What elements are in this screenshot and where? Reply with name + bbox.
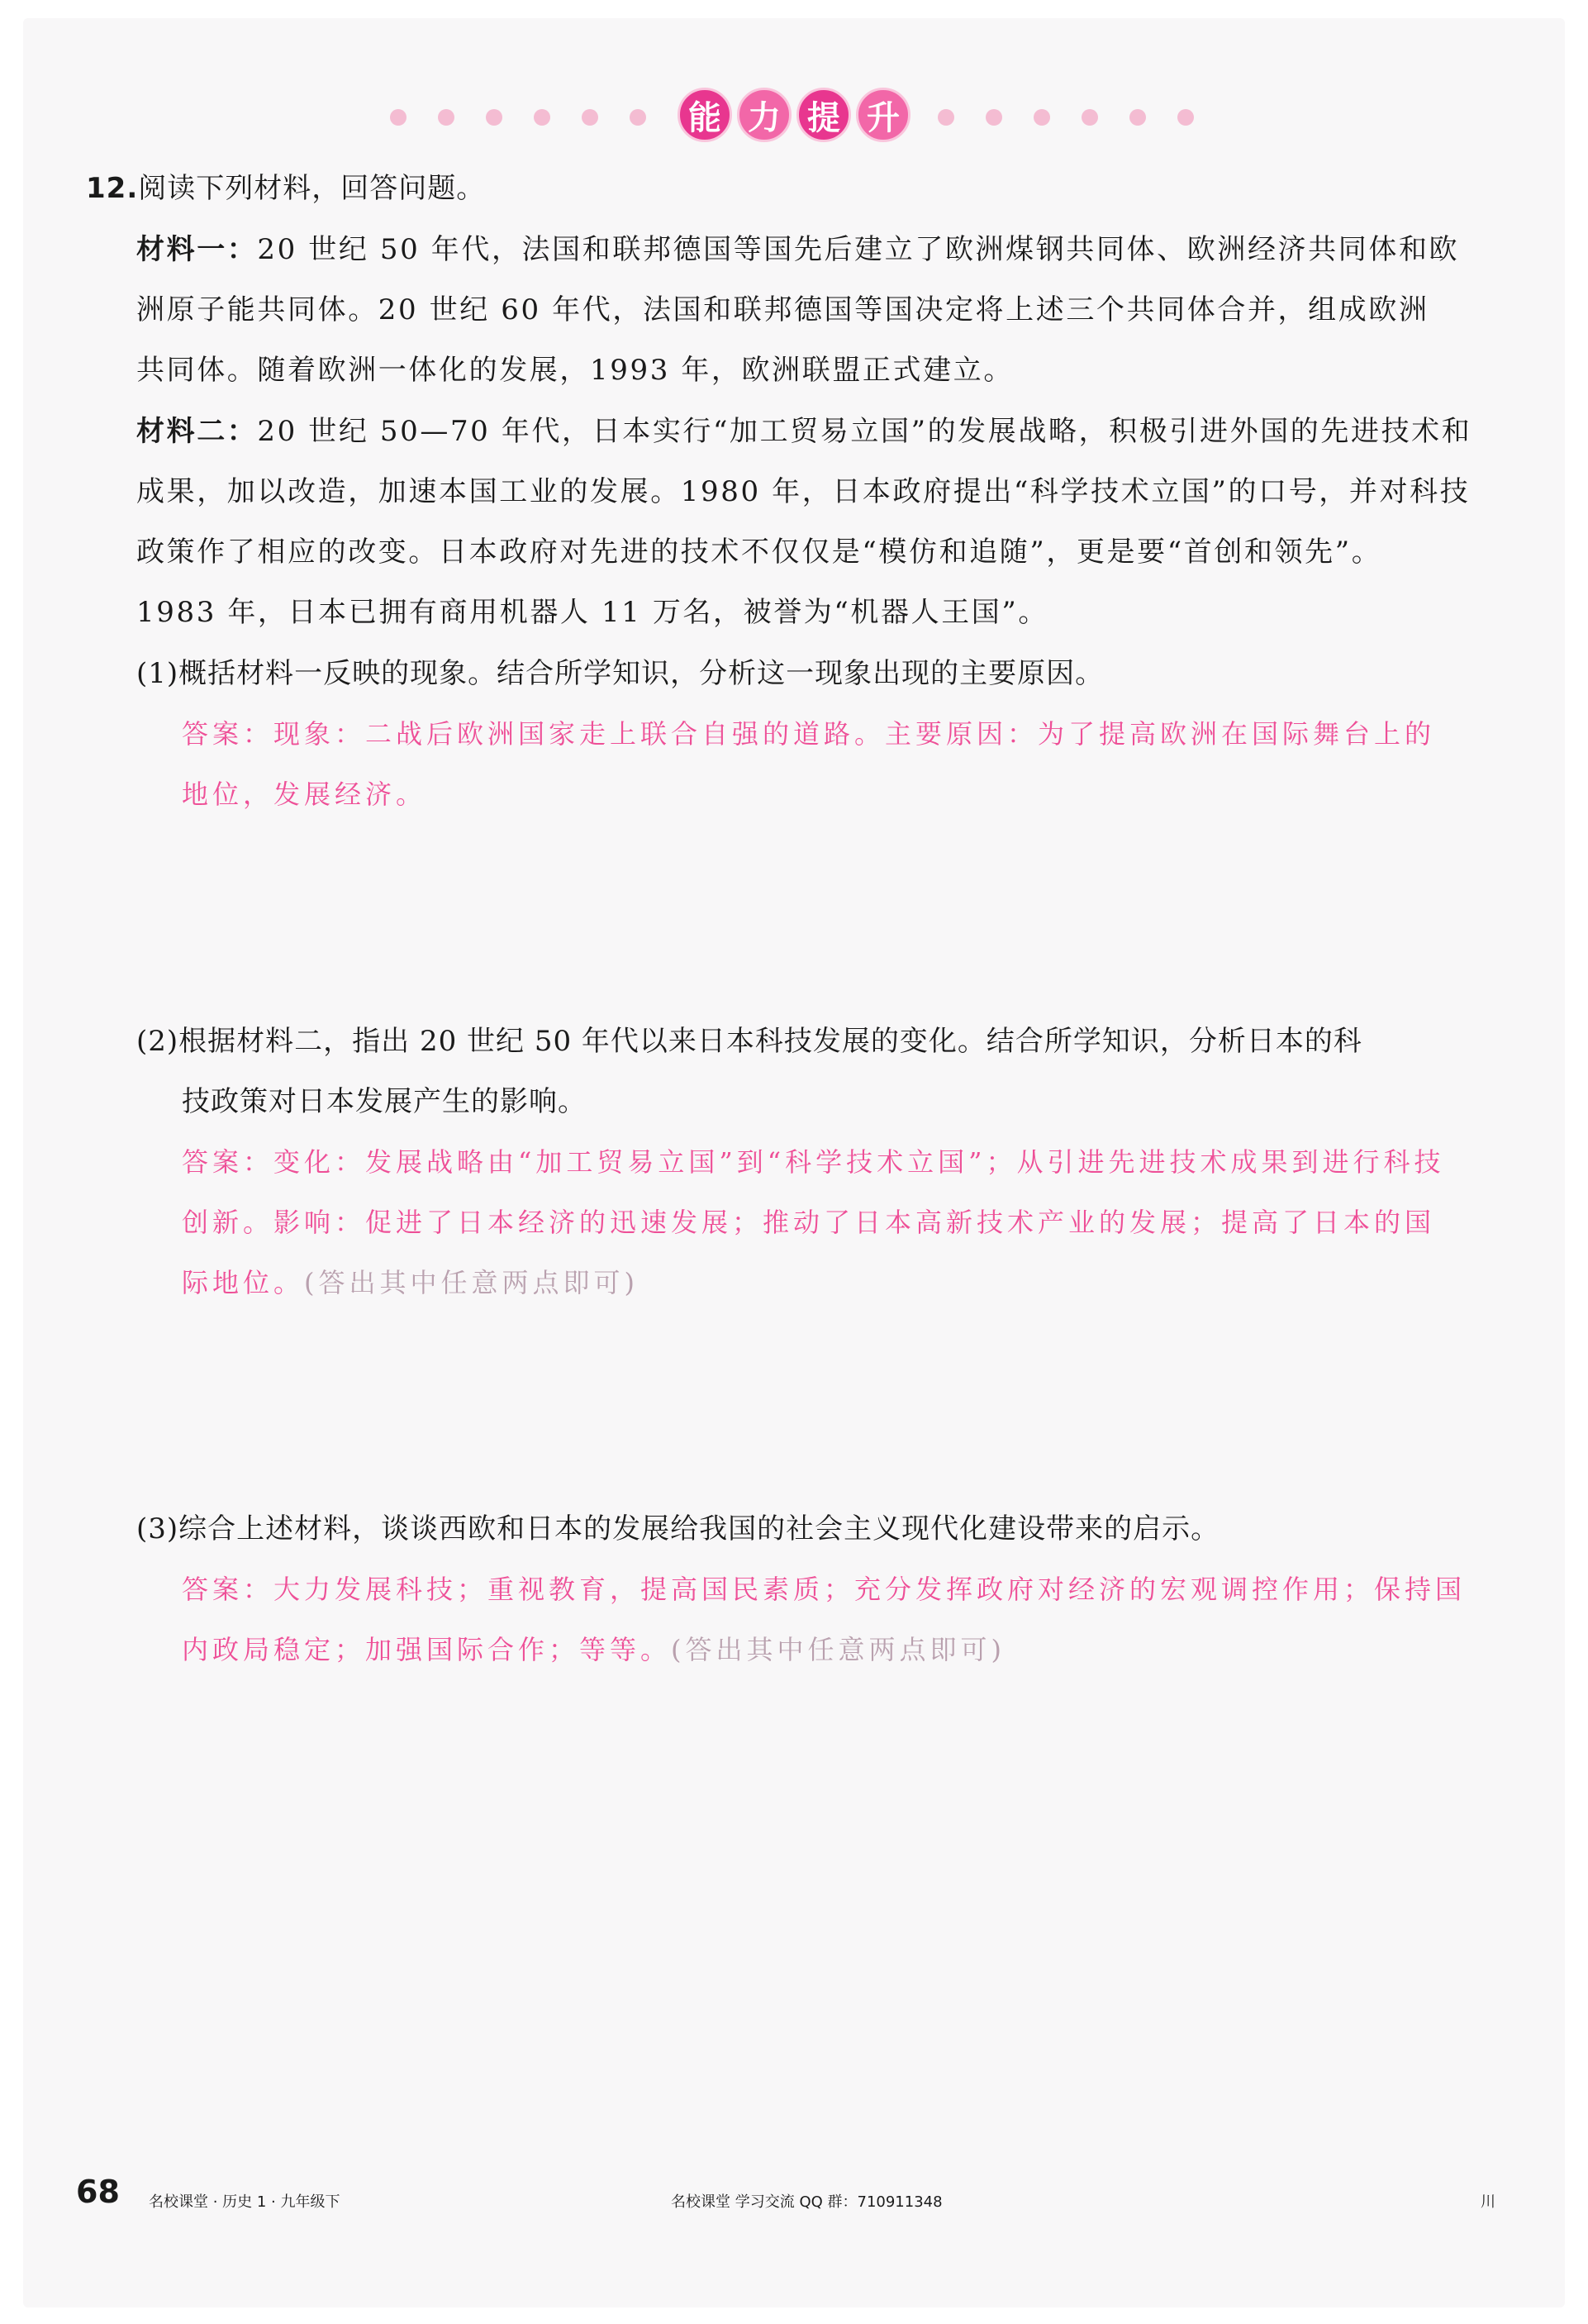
answer-2-line: 际地位。(答出其中任意两点即可) [182,1267,639,1298]
page-footer [0,2174,1588,2223]
subquestion-2: (2)根据材料二，指出 20 世纪 50 年代以来日本科技发展的变化。结合所学知识，分析日本的科 [136,1025,1362,1058]
answer-note: (答出其中任意两点即可) [304,1267,639,1298]
banner-dots-right [938,109,1194,126]
material1-label: 材料一： [136,233,258,266]
subquestion-2-cont: 技政策对日本发展产生的影响。 [182,1085,587,1118]
question-text: 阅读下列材料，回答问题。 [138,172,486,205]
subquestion-1: (1)概括材料一反映的现象。结合所学知识，分析这一现象出现的主要原因。 [136,657,1105,690]
material1-line: 共同体。随着欧洲一体化的发展，1993 年，欧洲联盟正式建立。 [136,354,1014,387]
banner-char: 能 [678,88,732,142]
answer-3-line: 内政局稳定；加强国际合作；等等。(答出其中任意两点即可) [182,1634,1006,1665]
banner-char: 力 [737,88,792,142]
material2-line: 材料二：20 世纪 50—70 年代，日本实行“加工贸易立国”的发展战略，积极引进外国的先进技术和 [136,415,1472,448]
material2-line: 政策作了相应的改变。日本政府对先进的技术不仅仅是“模仿和追随”，更是要“首创和领先”。 [136,536,1382,569]
answer-2-line: 答案：变化：发展战略由“加工贸易立国”到“科学技术立国”；从引进先进技术成果到进行科技 [182,1146,1445,1178]
answer-2-line: 创新。影响：促进了日本经济的迅速发展；推动了日本高新技术产业的发展；提高了日本的国 [182,1207,1436,1238]
section-banner [0,83,1588,149]
question-number: 12. [86,172,139,205]
material2-line: 成果，加以改造，加速本国工业的发展。1980 年，日本政府提出“科学技术立国”的口号，并对科技 [136,475,1471,508]
subquestion-3: (3)综合上述材料，谈谈西欧和日本的发展给我国的社会主义现代化建设带来的启示。 [136,1512,1220,1545]
answer-1-line: 地位，发展经济。 [182,779,427,810]
banner-char: 升 [856,88,910,142]
answer-3-line: 答案：大力发展科技；重视教育，提高国民素质；充分发挥政府对经济的宏观调控作用；保持国 [182,1574,1467,1605]
banner-dots-left [390,109,646,126]
answer-note: (答出其中任意两点即可) [671,1634,1006,1665]
answer-1-line: 答案：现象：二战后欧洲国家走上联合自强的道路。主要原因：为了提高欧洲在国际舞台上的 [182,718,1436,750]
material2-label: 材料二： [136,415,258,448]
question-prompt [86,170,485,207]
page-number: 68 [76,2174,120,2210]
material1-line: 洲原子能共同体。20 世纪 60 年代，法国和联邦德国等国决定将上述三个共同体合并，组成欧洲 [136,293,1429,326]
book-info: 名校课堂 · 历史 1 · 九年级下 [149,2193,340,2211]
group-info: 名校课堂 学习交流 QQ 群：710911348 [671,2193,943,2211]
edition-mark: 川 [1481,2193,1495,2211]
material1-line: 材料一：20 世纪 50 年代，法国和联邦德国等国先后建立了欧洲煤钢共同体、欧洲经济共同体和欧 [136,233,1460,266]
banner-title [678,88,910,142]
banner-char: 提 [796,88,851,142]
material2-line: 1983 年，日本已拥有商用机器人 11 万名，被誉为“机器人王国”。 [136,596,1048,629]
